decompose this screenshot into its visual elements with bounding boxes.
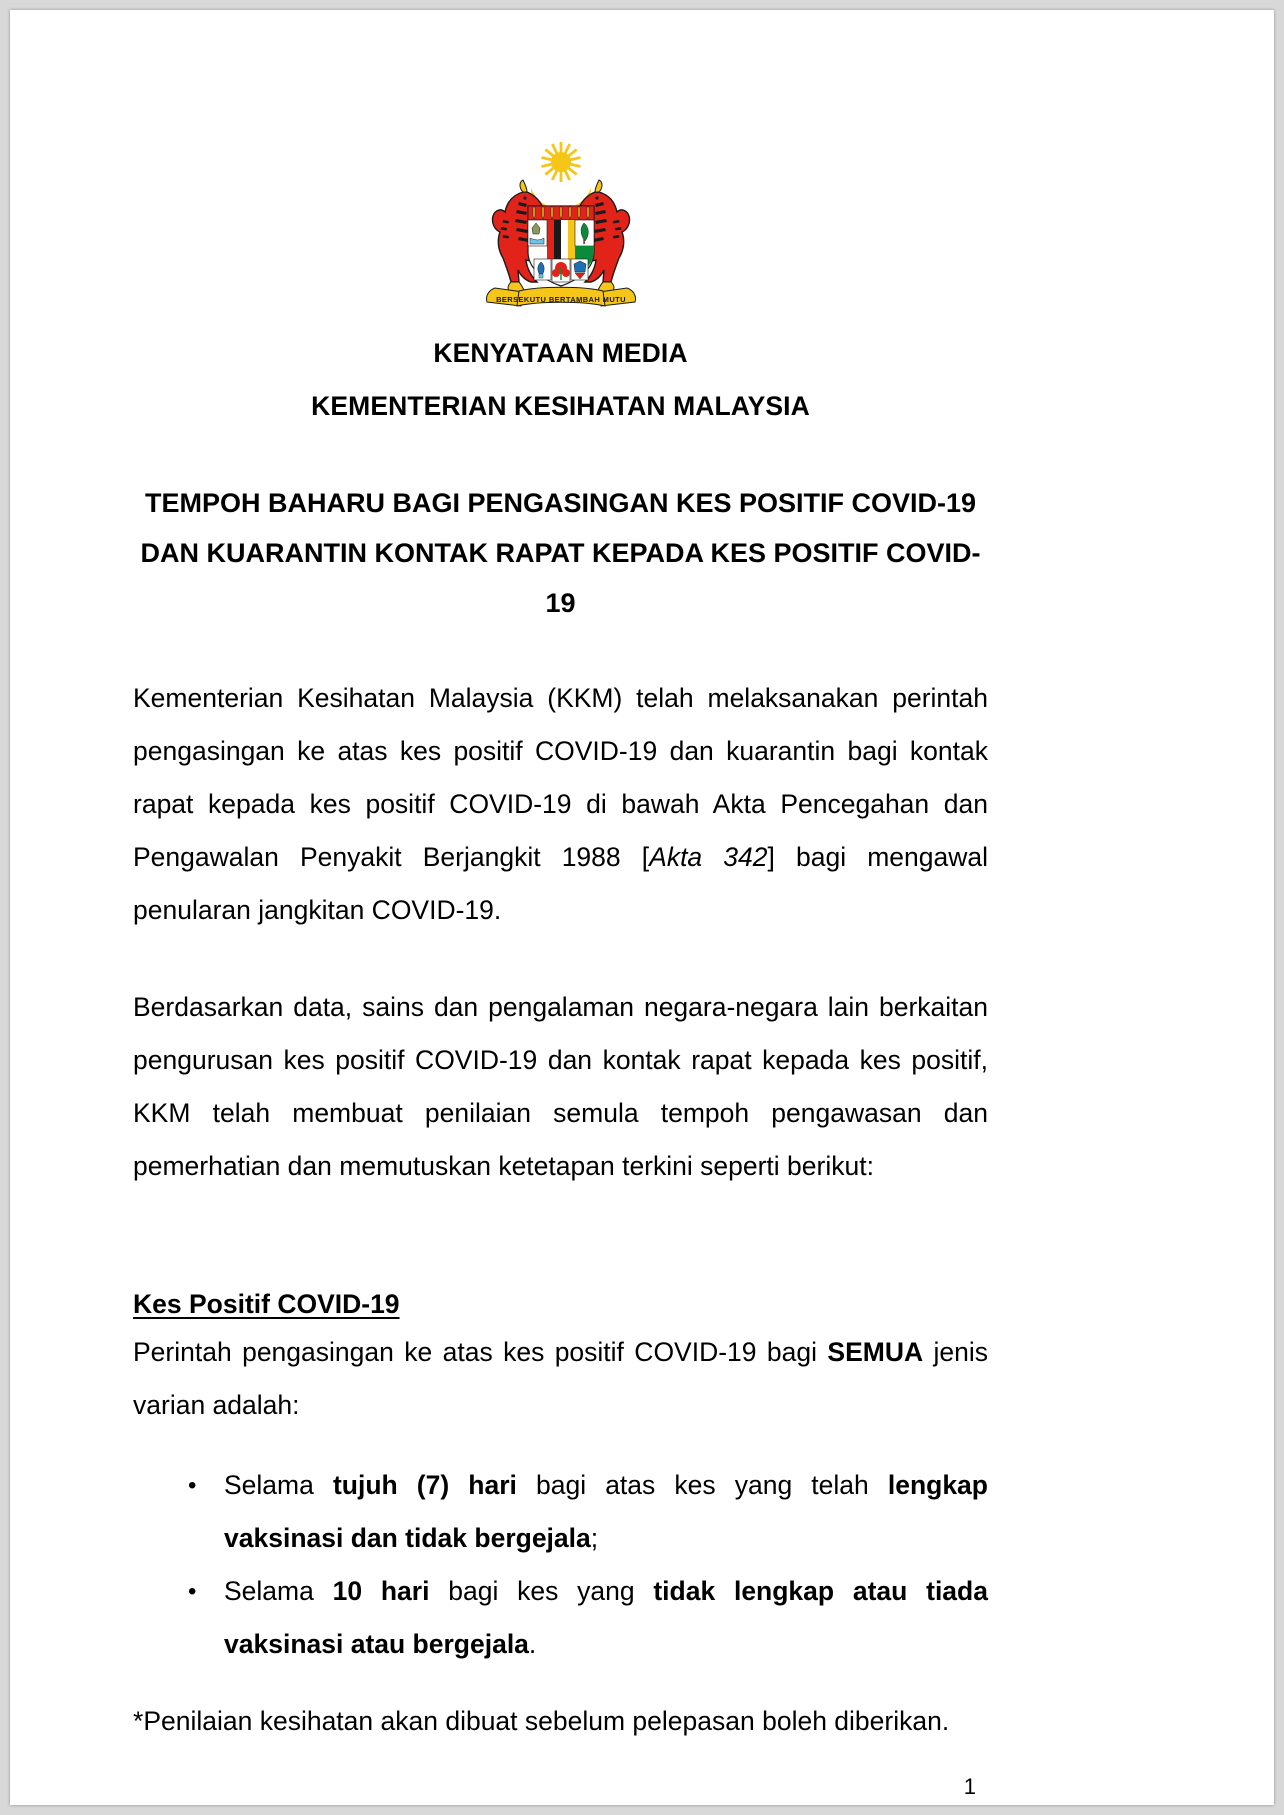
bullet-2-part-2: bagi kes yang	[429, 1575, 654, 1606]
section-intro-bold-semua: SEMUA	[827, 1337, 924, 1367]
section-intro-paragraph	[133, 1326, 988, 1432]
section-intro-part-2: jenis varian adalah:	[133, 1337, 988, 1420]
bullet-1-bold-1: tujuh (7) hari	[332, 1469, 517, 1500]
bullet-2-part-3: .	[528, 1628, 537, 1659]
bullet-1-part-2: bagi atas kes yang telah	[516, 1469, 888, 1500]
bullet-2-part-1: Selama	[224, 1575, 333, 1606]
malaysia-coat-of-arms-icon	[461, 140, 661, 312]
bullet-2-bold-1: 10 hari	[332, 1575, 430, 1606]
paragraph-intro	[133, 672, 988, 937]
svg-text:BERSEKUTU BERTAMBAH MUTU: BERSEKUTU BERTAMBAH MUTU	[495, 295, 626, 304]
bullet-1-part-1: Selama	[224, 1469, 333, 1500]
page-title-line-2: DAN KUARANTIN KONTAK RAPAT KEPADA KES POSITIF COVID-19	[140, 538, 981, 618]
footnote-health-assessment: *Penilaian kesihatan akan dibuat sebelum pelepasan boleh diberikan.	[133, 1705, 950, 1736]
coat-of-arms-container	[133, 10, 988, 312]
act-reference-italic: Akta 342	[649, 842, 768, 872]
section-heading-row	[133, 1241, 988, 1320]
paragraph-rationale: Berdasarkan data, sains dan pengalaman negara-negara lain berkaitan pengurusan kes positif COVID-19 dan kontak rapat kepada kes positif, KKM telah membuat penilaian semula tempoh pengawasan dan pemerhatian dan memutuskan ketetapan terkini seperti berikut:	[133, 992, 988, 1181]
section-intro-part-1: Perintah pengasingan ke atas kes positif COVID-19 bagi	[133, 1337, 828, 1367]
page-number: 1	[963, 1774, 976, 1799]
document-content	[133, 10, 988, 1800]
ministry-header-line-2: KEMENTERIAN KESIHATAN MALAYSIA	[311, 391, 810, 421]
page-title-line-1: TEMPOH BAHARU BAGI PENGASINGAN KES POSITIF COVID-19	[144, 488, 977, 518]
isolation-period-list	[133, 1459, 988, 1671]
page-title	[133, 478, 988, 628]
list-item	[188, 1459, 988, 1565]
shield-icon	[528, 206, 594, 286]
section-heading-kes-positif: Kes Positif COVID-19	[133, 1289, 400, 1319]
list-item	[188, 1565, 988, 1671]
document-page	[10, 10, 1274, 1805]
paragraph-intro-part-2: ] bagi mengawal penularan jangkitan COVID-19.	[133, 842, 988, 925]
bullet-1-bold-2: lengkap vaksinasi dan tidak bergejala	[224, 1469, 988, 1553]
bullet-1-part-3: ;	[590, 1522, 599, 1553]
bullet-2-bold-2: tidak lengkap atau tiada vaksinasi atau bergejala	[224, 1575, 988, 1659]
motto-ribbon-icon	[486, 287, 635, 306]
press-release-header-line-1: KENYATAAN MEDIA	[433, 338, 688, 368]
paragraph-intro-part-1: Kementerian Kesihatan Malaysia (KKM) telah melaksanakan perintah pengasingan ke atas kes positif COVID-19 dan kuarantin bagi kontak rapat kepada kes positif COVID-19 di bawah Akta Pencegahan dan Pengawalan Penyakit Berjangkit 1988 [	[133, 683, 988, 872]
